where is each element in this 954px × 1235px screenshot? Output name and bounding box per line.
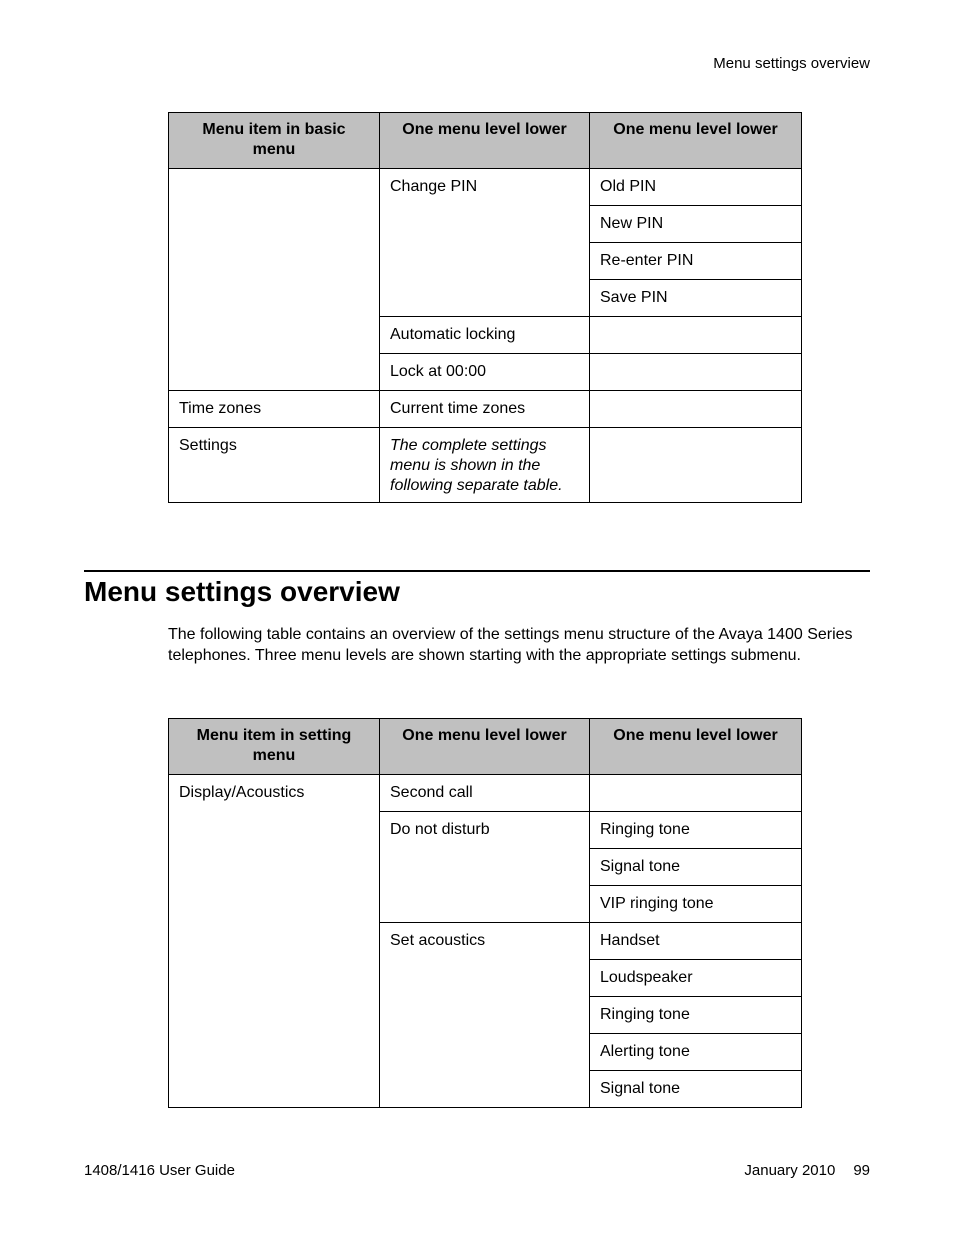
table-note-cell: The complete settings menu is shown in the following separate table. [380,428,590,503]
table-cell: Loudspeaker [590,960,802,997]
table-cell [590,428,802,503]
table-header-row [169,113,802,169]
table-cell: Signal tone [590,1071,802,1108]
column-header: Menu item in basic menu [169,113,380,169]
table-cell: Alerting tone [590,1034,802,1071]
section-rule [84,570,870,572]
running-header: Menu settings overview [713,55,870,72]
table-cell: Do not disturb [380,812,590,923]
table-row [169,169,802,206]
table-cell: Re-enter PIN [590,243,802,280]
table-cell: VIP ringing tone [590,886,802,923]
column-header: Menu item in setting menu [169,719,380,775]
basic-menu-table [168,112,802,503]
table-row [169,428,802,503]
table-cell [590,775,802,812]
table-cell: Time zones [169,391,380,428]
footer-date-page [744,1162,870,1179]
page-number: 99 [853,1162,870,1179]
footer-guide-title: 1408/1416 User Guide [84,1162,235,1179]
table-cell: Current time zones [380,391,590,428]
settings-menu-table [168,718,802,1108]
column-header: One menu level lower [590,719,802,775]
table-cell [169,169,380,391]
table-cell: Ringing tone [590,997,802,1034]
table-header-row [169,719,802,775]
table-cell: Ringing tone [590,812,802,849]
table-cell: New PIN [590,206,802,243]
table-cell: Automatic locking [380,317,590,354]
intro-paragraph: The following table contains an overview of the settings menu structure of the Avaya 1400 Series telephones. Three menu levels are shown starting with the appropriate settings submenu. [168,626,853,664]
table-cell [590,354,802,391]
table-cell: Signal tone [590,849,802,886]
table-row [169,391,802,428]
column-header: One menu level lower [590,113,802,169]
table-cell: Save PIN [590,280,802,317]
table-cell: Display/Acoustics [169,775,380,1108]
table-cell: Set acoustics [380,923,590,1108]
column-header: One menu level lower [380,719,590,775]
table-cell [590,317,802,354]
table-cell: Handset [590,923,802,960]
table-row [169,775,802,812]
table-cell [590,391,802,428]
table-cell: Lock at 00:00 [380,354,590,391]
table-cell: Old PIN [590,169,802,206]
table-cell: Change PIN [380,169,590,317]
column-header: One menu level lower [380,113,590,169]
footer-date: January 2010 [744,1162,836,1179]
section-title: Menu settings overview [84,576,400,607]
table-cell: Settings [169,428,380,503]
table-cell: Second call [380,775,590,812]
